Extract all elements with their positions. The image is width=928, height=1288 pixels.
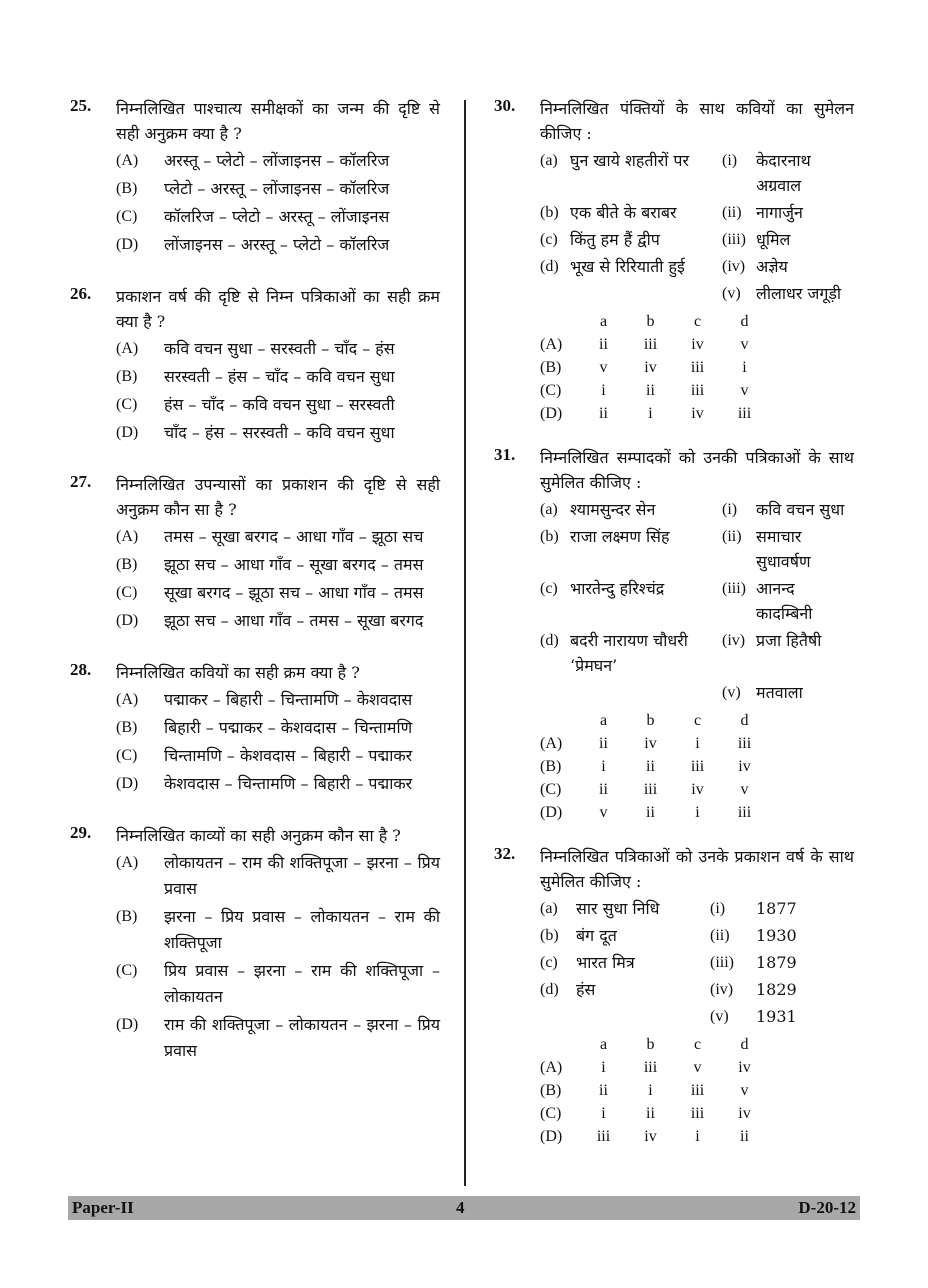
list-i-label: (b) (540, 528, 559, 545)
question-text: निम्नलिखित कवियों का सही क्रम क्या है ? (116, 663, 360, 682)
answer-header-cell: b (646, 313, 655, 330)
list-i-item: बदरी नारायण चौधरी ‘प्रेमघन’ (570, 631, 688, 675)
answer-header-spacer (540, 709, 580, 732)
question-31 (494, 445, 854, 824)
list-i-label (540, 1004, 576, 1029)
list-ii-label: (v) (710, 1008, 729, 1025)
option-text: केशवदास – चिन्तामणि – बिहारी – पद्माकर (164, 774, 413, 793)
match-row (540, 281, 854, 306)
answer-cell: v (740, 781, 749, 798)
list-ii-item: कवि वचन सुधा (756, 500, 845, 519)
option-text: बिहारी – पद्माकर – केशवदास – चिन्तामणि (164, 718, 413, 737)
answer-option[interactable] (116, 1012, 440, 1064)
question-text: निम्नलिखित पाश्चात्य समीक्षकों का जन्म की दृष्टि से सही अनुक्रम क्या है ? (116, 99, 440, 143)
option-text: सरस्वती – हंस – चाँद – कवि वचन सुधा (164, 367, 395, 386)
answer-option[interactable] (116, 715, 440, 741)
answer-cell: ii (599, 781, 608, 798)
list-i-label: (a) (540, 501, 558, 518)
answer-header-cell: b (646, 1036, 655, 1053)
answer-header-cell: d (740, 313, 749, 330)
answer-option[interactable] (116, 392, 440, 418)
question-27 (70, 472, 440, 634)
option-text: चिन्तामणि – केशवदास – बिहारी – पद्माकर (164, 746, 413, 765)
answer-header-row (540, 709, 854, 732)
option-label: (A) (116, 854, 139, 871)
answer-cell: ii (599, 735, 608, 752)
answer-cell: iii (690, 1105, 705, 1122)
match-row (540, 148, 854, 198)
list-i-item: राजा लक्ष्मण सिंह (570, 527, 670, 546)
list-ii-label: (iii) (710, 954, 734, 971)
question-text: प्रकाशन वर्ष की दृष्टि से निम्न पत्रिकाओं का सही क्रम क्या है ? (116, 287, 440, 331)
list-ii-label: (iv) (722, 632, 746, 649)
question-29 (70, 823, 440, 1064)
option-label: (C) (116, 584, 138, 601)
answer-option[interactable] (116, 204, 440, 230)
question-number: 25. (70, 96, 92, 115)
match-row (540, 524, 854, 574)
answer-cell: i (695, 1128, 700, 1145)
list-i-item: एक बीते के बराबर (570, 203, 677, 222)
answer-cell: iii (737, 804, 752, 821)
option-label: (C) (540, 781, 562, 798)
answer-header-cell: a (599, 313, 608, 330)
list-i-label: (c) (540, 580, 558, 597)
list-ii-label: (i) (722, 152, 738, 169)
answer-cell: iv (644, 735, 657, 752)
match-row (540, 1004, 854, 1029)
footer-paper-label: Paper-II (72, 1198, 134, 1217)
answer-header-cell: a (599, 712, 608, 729)
option-text: झूठा सच – आधा गाँव – तमस – सूखा बरगद (164, 611, 424, 630)
list-ii-item: मतवाला (756, 683, 803, 702)
option-label: (D) (116, 612, 139, 629)
answer-cell: ii (646, 804, 655, 821)
list-ii-label: (iv) (722, 258, 746, 275)
match-row (540, 200, 854, 225)
question-number: 27. (70, 472, 92, 491)
footer-page-number: 4 (456, 1198, 465, 1217)
list-ii-label: (iii) (722, 580, 746, 597)
list-ii-item: केदारनाथ अग्रवाल (756, 151, 811, 195)
answer-option[interactable] (540, 1056, 854, 1079)
answer-cell: ii (599, 1082, 608, 1099)
answer-option[interactable] (116, 743, 440, 769)
answer-option[interactable] (540, 778, 854, 801)
list-ii-label: (iv) (710, 981, 734, 998)
option-label: (B) (116, 368, 138, 385)
answer-header-spacer (540, 310, 580, 333)
option-label: (B) (116, 556, 138, 573)
option-label: (B) (540, 359, 562, 376)
list-ii-item: नागार्जुन (756, 203, 803, 222)
option-label: (A) (116, 340, 139, 357)
answer-cell: iii (643, 336, 658, 353)
list-i-label: (b) (540, 927, 559, 944)
column-divider (464, 100, 466, 1186)
option-text: हंस – चाँद – कवि वचन सुधा – सरस्वती (164, 395, 395, 414)
answer-cell: iv (644, 1128, 657, 1145)
option-text: अरस्तू – प्लेटो – लोंजाइनस – कॉलरिज (164, 151, 390, 170)
answer-option[interactable] (540, 755, 854, 778)
option-label: (C) (116, 208, 138, 225)
option-label: (B) (540, 1082, 562, 1099)
answer-cell: iii (690, 359, 705, 376)
list-i-item: सार सुधा निधि (576, 899, 660, 918)
list-i-item (570, 281, 722, 306)
answer-cell: v (740, 1082, 749, 1099)
answer-cell: i (601, 382, 606, 399)
question-text: निम्नलिखित सम्पादकों को उनकी पत्रिकाओं के साथ सुमेलित कीजिए : (540, 448, 854, 492)
list-i-label (540, 680, 570, 705)
option-text: प्रिय प्रवास – झरना – राम की शक्तिपूजा – लोकायतन (164, 961, 440, 1006)
match-row (540, 576, 854, 626)
answer-option[interactable] (540, 801, 854, 824)
answer-cell: iv (738, 1059, 751, 1076)
list-i-item: बंग दूत (576, 926, 617, 945)
question-text: निम्नलिखित पत्रिकाओं को उनके प्रकाशन वर्ष के साथ सुमेलित कीजिए : (540, 847, 854, 891)
option-label: (D) (116, 1016, 139, 1033)
list-ii-label: (ii) (722, 528, 742, 545)
match-row (540, 680, 854, 705)
option-label: (B) (116, 908, 138, 925)
list-ii-label: (v) (722, 684, 741, 701)
answer-option[interactable] (116, 420, 440, 446)
option-text: झूठा सच – आधा गाँव – सूखा बरगद – तमस (164, 555, 424, 574)
option-text: राम की शक्तिपूजा – लोकायतन – झरना – प्रिय प्रवास (164, 1015, 440, 1060)
list-i-label: (c) (540, 231, 558, 248)
question-26 (70, 284, 440, 446)
match-row (540, 227, 854, 252)
answer-header-cell: a (599, 1036, 608, 1053)
answer-cell: v (599, 804, 608, 821)
answer-option[interactable] (116, 608, 440, 634)
answer-cell: v (599, 359, 608, 376)
answer-option[interactable] (540, 379, 854, 402)
option-text: चाँद – हंस – सरस्वती – कवि वचन सुधा (164, 423, 395, 442)
list-i-label: (b) (540, 204, 559, 221)
answer-header-cell: c (693, 1036, 702, 1053)
answer-option[interactable] (540, 1102, 854, 1125)
question-30 (494, 96, 854, 425)
answer-cell: iv (738, 758, 751, 775)
answer-cell: iv (691, 405, 704, 422)
match-row (540, 628, 854, 678)
question-number: 32. (494, 844, 516, 863)
list-i-label: (a) (540, 152, 558, 169)
answer-cell: iii (690, 1082, 705, 1099)
answer-option[interactable] (540, 356, 854, 379)
option-label: (C) (116, 962, 138, 979)
answer-cell: i (648, 1082, 653, 1099)
answer-cell: iii (737, 735, 752, 752)
answer-cell: iii (690, 382, 705, 399)
answer-header-row (540, 310, 854, 333)
answer-cell: i (601, 1105, 606, 1122)
answer-code-table (540, 709, 854, 824)
answer-cell: ii (646, 382, 655, 399)
option-label: (D) (540, 405, 563, 422)
question-28 (70, 660, 440, 797)
answer-option[interactable] (116, 176, 440, 202)
answer-option[interactable] (116, 580, 440, 606)
list-ii-item: 1879 (756, 953, 797, 972)
answer-cell: ii (599, 405, 608, 422)
answer-cell: v (740, 382, 749, 399)
list-i-item: भूख से रिरियाती हुई (570, 257, 685, 276)
option-label: (A) (116, 152, 139, 169)
page-footer (68, 1196, 860, 1220)
answer-option[interactable] (540, 402, 854, 425)
answer-option[interactable] (116, 148, 440, 174)
question-number: 28. (70, 660, 92, 679)
option-text: कवि वचन सुधा – सरस्वती – चाँद – हंस (164, 339, 395, 358)
answer-cell: i (601, 758, 606, 775)
list-ii-item: आनन्द कादम्बिनी (756, 579, 813, 623)
question-number: 31. (494, 445, 516, 464)
option-label: (B) (116, 180, 138, 197)
answer-cell: i (648, 405, 653, 422)
list-ii-item: धूमिल (756, 230, 791, 249)
answer-option[interactable] (540, 732, 854, 755)
option-text: लोंजाइनस – अरस्तू – प्लेटो – कॉलरिज (164, 235, 390, 254)
answer-cell: iv (691, 336, 704, 353)
answer-header-cell: d (740, 1036, 749, 1053)
list-i-label: (d) (540, 632, 559, 649)
left-column (70, 96, 440, 1064)
question-32 (494, 844, 854, 1148)
option-text: सूखा बरगद – झूठा सच – आधा गाँव – तमस (164, 583, 424, 602)
answer-cell: v (693, 1059, 702, 1076)
option-label: (B) (116, 719, 138, 736)
list-i-label: (a) (540, 900, 558, 917)
question-text: निम्नलिखित पंक्तियों के साथ कवियों का सुमेलन कीजिए : (540, 99, 854, 143)
option-text: झरना – प्रिय प्रवास – लोकायतन – राम की शक्तिपूजा (164, 907, 440, 952)
list-ii-label: (ii) (722, 204, 742, 221)
list-i-item: श्यामसुन्दर सेन (570, 500, 656, 519)
list-i-item: भारतेन्दु हरिश्चंद्र (570, 579, 665, 598)
list-i-item: हंस (576, 980, 596, 999)
list-i-label: (c) (540, 954, 558, 971)
answer-option[interactable] (116, 232, 440, 258)
answer-header-cell: d (740, 712, 749, 729)
list-ii-item: 1877 (756, 899, 797, 918)
answer-cell: ii (646, 758, 655, 775)
option-text: पद्माकर – बिहारी – चिन्तामणि – केशवदास (164, 690, 413, 709)
option-label: (D) (540, 804, 563, 821)
answer-cell: iv (691, 781, 704, 798)
answer-cell: ii (599, 336, 608, 353)
option-label: (D) (116, 236, 139, 253)
answer-option[interactable] (540, 1125, 854, 1148)
answer-cell: i (695, 735, 700, 752)
list-ii-label: (ii) (710, 927, 730, 944)
list-ii-item: प्रजा हितैषी (756, 631, 822, 650)
answer-option[interactable] (116, 904, 440, 956)
answer-header-cell: b (646, 712, 655, 729)
option-label: (A) (540, 735, 563, 752)
list-i-item (570, 680, 722, 705)
option-label: (D) (116, 775, 139, 792)
list-ii-item: 1930 (756, 926, 797, 945)
answer-code-table (540, 310, 854, 425)
match-row (540, 977, 854, 1002)
option-text: लोकायतन – राम की शक्तिपूजा – झरना – प्रिय प्रवास (164, 853, 440, 898)
list-i-label: (d) (540, 981, 559, 998)
answer-cell: i (695, 804, 700, 821)
answer-cell: iii (737, 405, 752, 422)
option-label: (D) (116, 424, 139, 441)
list-ii-item: लीलाधर जगूड़ी (756, 284, 842, 303)
list-ii-label: (v) (722, 285, 741, 302)
list-ii-item: समाचार सुधावर्षण (756, 527, 811, 571)
list-ii-item: अज्ञेय (756, 257, 788, 276)
list-ii-item: 1829 (756, 980, 797, 999)
answer-cell: iv (738, 1105, 751, 1122)
question-text: निम्नलिखित उपन्यासों का प्रकाशन की दृष्टि से सही अनुक्रम कौन सा है ? (116, 475, 440, 519)
list-i-item: भारत मित्र (576, 953, 635, 972)
match-row (540, 254, 854, 279)
answer-option[interactable] (116, 850, 440, 902)
answer-cell: ii (740, 1128, 749, 1145)
answer-cell: i (601, 1059, 606, 1076)
list-i-label: (d) (540, 258, 559, 275)
option-label: (C) (540, 382, 562, 399)
answer-cell: iii (643, 781, 658, 798)
answer-option[interactable] (540, 1079, 854, 1102)
match-row (540, 497, 854, 522)
answer-cell: iii (690, 758, 705, 775)
list-i-item (576, 1004, 710, 1029)
answer-header-cell: c (693, 712, 702, 729)
answer-option[interactable] (116, 364, 440, 390)
question-25 (70, 96, 440, 258)
list-i-label (540, 281, 570, 306)
option-label: (A) (116, 528, 139, 545)
list-ii-label: (iii) (722, 231, 746, 248)
answer-cell: iii (596, 1128, 611, 1145)
answer-header-spacer (540, 1033, 580, 1056)
answer-cell: v (740, 336, 749, 353)
option-label: (A) (116, 691, 139, 708)
question-number: 26. (70, 284, 92, 303)
option-label: (B) (540, 758, 562, 775)
answer-option[interactable] (116, 552, 440, 578)
answer-option[interactable] (116, 771, 440, 797)
option-label: (C) (540, 1105, 562, 1122)
answer-header-cell: c (693, 313, 702, 330)
option-text: कॉलरिज – प्लेटो – अरस्तू – लोंजाइनस (164, 207, 390, 226)
answer-cell: iv (644, 359, 657, 376)
list-ii-label: (i) (722, 501, 738, 518)
list-i-item: किंतु हम हैं द्वीप (570, 230, 660, 249)
option-label: (C) (116, 396, 138, 413)
option-label: (C) (116, 747, 138, 764)
question-number: 30. (494, 96, 516, 115)
option-label: (A) (540, 336, 563, 353)
answer-option[interactable] (116, 958, 440, 1010)
match-row (540, 923, 854, 948)
answer-option[interactable] (116, 524, 440, 550)
right-column (494, 96, 854, 1148)
option-label: (A) (540, 1059, 563, 1076)
match-row (540, 950, 854, 975)
match-row (540, 896, 854, 921)
option-label: (D) (540, 1128, 563, 1145)
list-i-item: घुन खाये शहतीरों पर (570, 151, 690, 170)
question-text: निम्नलिखित काव्यों का सही अनुक्रम कौन सा है ? (116, 826, 401, 845)
answer-cell: i (742, 359, 747, 376)
list-ii-label: (i) (710, 900, 726, 917)
footer-code: D-20-12 (798, 1198, 856, 1217)
list-ii-item: 1931 (756, 1007, 797, 1026)
answer-code-table (540, 1033, 854, 1148)
question-number: 29. (70, 823, 92, 842)
option-text: प्लेटो – अरस्तू – लोंजाइनस – कॉलरिज (164, 179, 390, 198)
answer-header-row (540, 1033, 854, 1056)
option-text: तमस – सूखा बरगद – आधा गाँव – झूठा सच (164, 527, 424, 546)
answer-option[interactable] (116, 336, 440, 362)
answer-cell: ii (646, 1105, 655, 1122)
answer-option[interactable] (540, 333, 854, 356)
answer-option[interactable] (116, 687, 440, 713)
answer-cell: iii (643, 1059, 658, 1076)
